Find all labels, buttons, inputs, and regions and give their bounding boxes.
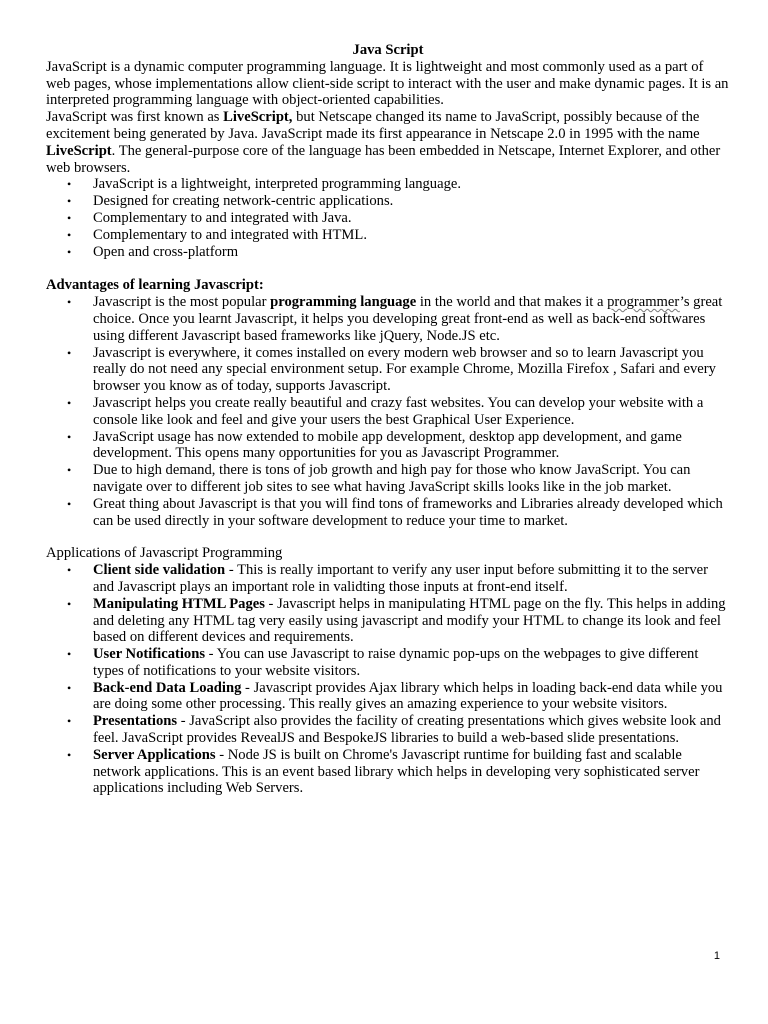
- list-item: [93, 646, 730, 680]
- intro-text: but Netscape changed its name to JavaScript, possibly because of the excitement being generated by Java. JavaScript made its first appearance in Netscape 2.0 in 1995 with the name: [46, 109, 700, 142]
- intro-text: JavaScript was first known as: [46, 109, 224, 126]
- application-term: Back-end Data Loading: [93, 679, 242, 696]
- list-item: • Javascript helps you create really beautiful and crazy fast websites. You can develop your website with a console like look and feel and give your users the best Graphical User Experience.: [93, 395, 730, 429]
- list-item-text: Javascript is the most popular: [93, 294, 271, 311]
- applications-heading: Applications of Javascript Programming: [46, 545, 283, 562]
- list-item: • Great thing about Javascript is that you will find tons of frameworks and Libraries already developed which can be used directly in your software development to reduce your time to market.: [93, 496, 730, 530]
- features-list: [46, 176, 730, 260]
- application-text: - Javascript provides Ajax library which helps in loading back-end data while you are doing some other processing. This really gives an amazing experience to your website visitors.: [93, 679, 723, 713]
- applications-list: [46, 562, 730, 797]
- list-item: [93, 562, 730, 596]
- application-term: Client side validation: [93, 562, 226, 579]
- intro-paragraph-1: JavaScript is a dynamic computer programming language. It is lightweight and most commonly used as a part of web pages, whose implementations allow client-side script to interact with the user and make dynamic pages. It is an interpreted programming language with object-oriented capabilities.: [46, 58, 729, 109]
- page-number: 1: [713, 950, 720, 962]
- list-item: • JavaScript is a lightweight, interpreted programming language.: [93, 176, 730, 193]
- livescript-term: LiveScript,: [223, 109, 293, 126]
- programming-language-term: programming language: [270, 294, 417, 311]
- application-text: - You can use Javascript to raise dynamic pop-ups on the webpages to give different types of notifications to your website visitors.: [93, 646, 699, 679]
- document-title: Java Script: [352, 42, 424, 58]
- list-item: • Open and cross-platform: [93, 244, 730, 261]
- list-item: [93, 680, 730, 714]
- advantages-list: [46, 294, 730, 529]
- list-item: • Complementary to and integrated with HTML.: [93, 227, 730, 244]
- application-text: - Node JS is built on Chrome's Javascript runtime for building fast and scalable network applications. This is an event based library which helps in developing very sophisticated server applications including Web Servers.: [93, 746, 700, 797]
- application-term: Manipulating HTML Pages: [93, 595, 265, 612]
- spellcheck-word: programmer: [607, 294, 680, 311]
- list-item: • JavaScript usage has now extended to mobile app development, desktop app development, and game development. This opens many opportunities for you as Javascript Programmer.: [93, 429, 730, 463]
- application-term: Presentations: [93, 713, 178, 730]
- livescript-term: LiveScript: [46, 142, 112, 159]
- application-term: User Notifications: [93, 646, 206, 663]
- list-item-text: in the world and that makes it a: [416, 294, 608, 311]
- list-item: [93, 713, 730, 747]
- list-item-text: ’s great choice. Once you learnt Javascript, it helps you developing great front-end as well as back-end softwares using different Javascript based frameworks like jQuery, Node.JS etc.: [93, 294, 723, 344]
- list-item: • Designed for creating network-centric applications.: [93, 193, 730, 210]
- application-term: Server Applications: [93, 746, 216, 763]
- intro-text: . The general-purpose core of the language has been embedded in Netscape, Internet Explorer, and other web browsers.: [46, 142, 721, 176]
- list-item: • Complementary to and integrated with Java.: [93, 210, 730, 227]
- document-page: [46, 42, 730, 797]
- application-text: - Javascript helps in manipulating HTML page on the fly. This helps in adding and deleting any HTML tag very easily using javascript and modify your HTML to change its look and feel based on different devices and requirements.: [93, 595, 726, 646]
- list-item: • Due to high demand, there is tons of job growth and high pay for those who know JavaScript. You can navigate over to different job sites to see what having JavaScript skills looks like in the job market.: [93, 462, 730, 496]
- list-item: [93, 747, 730, 797]
- application-text: - This is really important to verify any user input before submitting it to the server and Javascript plays an important role in validting those inputs at front-end itself.: [93, 562, 709, 595]
- list-item: [93, 294, 730, 344]
- advantages-heading: Advantages of learning Javascript:: [46, 277, 264, 294]
- list-item: • Javascript is everywhere, it comes installed on every modern web browser and so to learn Javascript you really do not need any special environment setup. For example Chrome, Mozilla Firefox , Safari and every browser you know as of today, supports Javascript.: [93, 345, 730, 395]
- list-item: [93, 596, 730, 646]
- intro-paragraph-2: [46, 109, 730, 176]
- application-text: - JavaScript also provides the facility of creating presentations which gives website look and feel. JavaScript provides RevealJS and BespokeJS libraries to build a web-based slide presentations.: [93, 713, 721, 747]
